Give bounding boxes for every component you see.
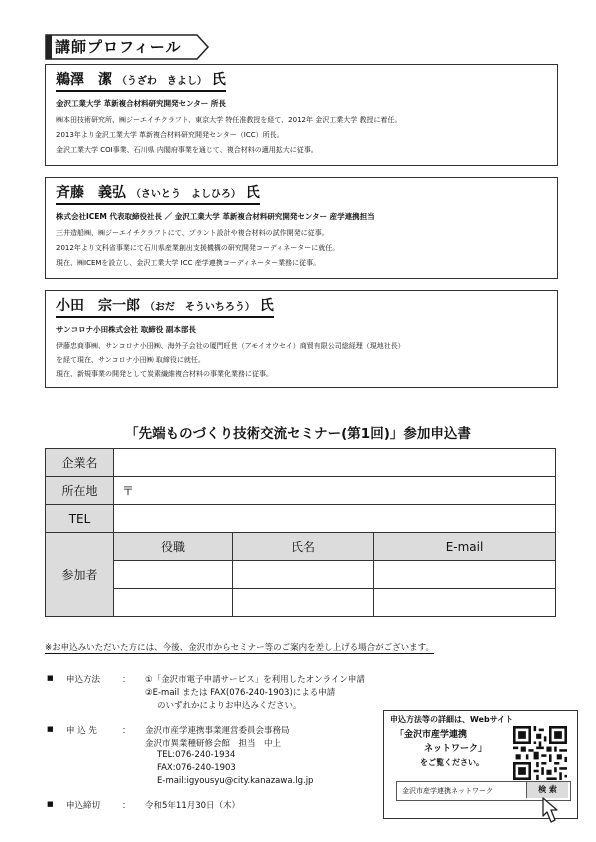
form-title: 「先端ものづくり技術交流セミナー(第1回)」参加申込書 [125,426,471,442]
application-form [45,448,556,617]
method-label: 申込方法 [66,675,101,685]
search-button[interactable]: 検 索 [526,782,568,798]
profile-title: 株式会社ICEM 代表取締役社長 ／ 金沢工業大学 革新複合材料研究開発センター 産学連携担当 [56,212,375,221]
dest-1: 金沢市産学連携事業運営委員会事務局 [145,726,290,736]
email-field[interactable] [374,561,556,589]
position-field[interactable] [114,561,233,589]
colon: ： [122,726,131,736]
col-email: E-mail [374,533,556,561]
section-title: 講師プロフィール [55,38,182,56]
cursor-icon [537,796,561,826]
col-position: 役職 [114,533,233,561]
profile-line: を経て現在、サンコロナ小田㈱ 取締役に就任。 [56,356,205,364]
dest-2: 金沢市異業種研修会館 担当 中上 [145,739,282,749]
dest-tel: TEL:076-240-1934 [157,750,236,760]
profile-line: 2013年より金沢工業大学 革新複合材料研究開発センター（ICC）所長。 [56,131,284,139]
profile-line: 現在、新規事業の開発として炭素繊維複合材料の事業化業務に従事。 [56,370,273,378]
profile-title: サンコロナ小田株式会社 取締役 副本部長 [56,325,196,334]
profile-box [45,290,558,388]
profile-line: ㈱本田技術研究所、㈱ジーエイチクラフト、東京大学 特任准教授を経て、2012年 金沢工業大学 教授に着任。 [56,116,402,124]
profile-line: 2012年より文科省事業にて石川県産業創出支援機構の研究開発コーディネーターに就任。 [56,244,340,252]
bullet: ■ [47,674,54,682]
profile-title: 金沢工業大学 革新複合材料研究開発センター 所長 [56,99,226,108]
web-line-2: 「金沢市産学連携 [395,730,468,740]
name-field[interactable] [233,561,374,589]
name-field[interactable] [233,589,374,617]
email-field[interactable] [374,589,556,617]
profile-line: 金沢工業大学 COI事業、石川県 内閣府事業を通じて、複合材料の適用拡大に従事。 [56,146,318,154]
profile-line: 伊藤忠商事㈱、サンコロナ小田㈱、海外子会社の厦門旺世（アモイオウセイ）商貿有限公司総経理（現地社長） [56,342,405,350]
notice-text: ※お申込みいただいた方には、今後、金沢市からセミナー等のご案内を差し上げる場合がございます。 [45,643,434,653]
web-line-1: 申込方法等の詳細は、Webサイト [390,715,514,724]
col-name: 氏名 [233,533,374,561]
method-3: のいずれかによりお申込みください。 [157,701,302,711]
search-text: 金沢市産学連携ネットワーク [402,787,493,795]
bullet: ■ [47,725,54,733]
tel-field[interactable] [114,505,556,533]
participant-label: 参加者 [46,533,114,617]
company-label: 企業名 [46,449,114,477]
profile-box [45,177,558,279]
position-field[interactable] [114,589,233,617]
qr-code-icon[interactable] [513,726,567,780]
address-label: 所在地 [46,477,114,505]
deadline-label: 申込締切 [66,801,101,811]
tel-label: TEL [46,505,114,533]
method-1: ①「金沢市電子申請サービス」を利用したオンライン申請 [145,675,365,685]
web-line-3: ネットワーク」 [424,744,488,754]
dest-label: 申 込 先 [66,726,97,736]
postal-mark: 〒 [122,484,135,498]
dest-fax: FAX:076-240-1903 [157,763,236,773]
dest-email[interactable]: E-mail:igyousyu@city.kanazawa.lg.jp [157,776,314,786]
profile-name: 小田 宗一郎 （おだ そういちろう） 氏 [56,295,274,318]
profile-box [45,64,558,166]
deadline-value: 令和5年11月30日（木） [145,801,241,811]
profile-name: 斉藤 義弘 （さいとう よしひろ） 氏 [56,182,260,205]
web-line-4: をご覧ください。 [420,758,484,767]
profile-line: 三井造船㈱、㈱ジーエイチクラフトにて、プラント設計や複合材料の試作開発に従事。 [56,229,329,237]
company-field[interactable] [114,449,556,477]
profile-name: 鵜澤 潔 （うざわ きよし） 氏 [56,69,226,92]
profile-line: 現在、㈱ICEMを設立し、金沢工業大学 ICC 産学連携コーディネーター業務に従事。 [56,259,321,267]
colon: ： [122,801,131,811]
method-2: ②E-mail または FAX(076-240-1903)による申請 [145,688,336,698]
address-field[interactable] [114,477,556,505]
bullet: ■ [47,800,54,808]
colon: ： [122,675,131,685]
